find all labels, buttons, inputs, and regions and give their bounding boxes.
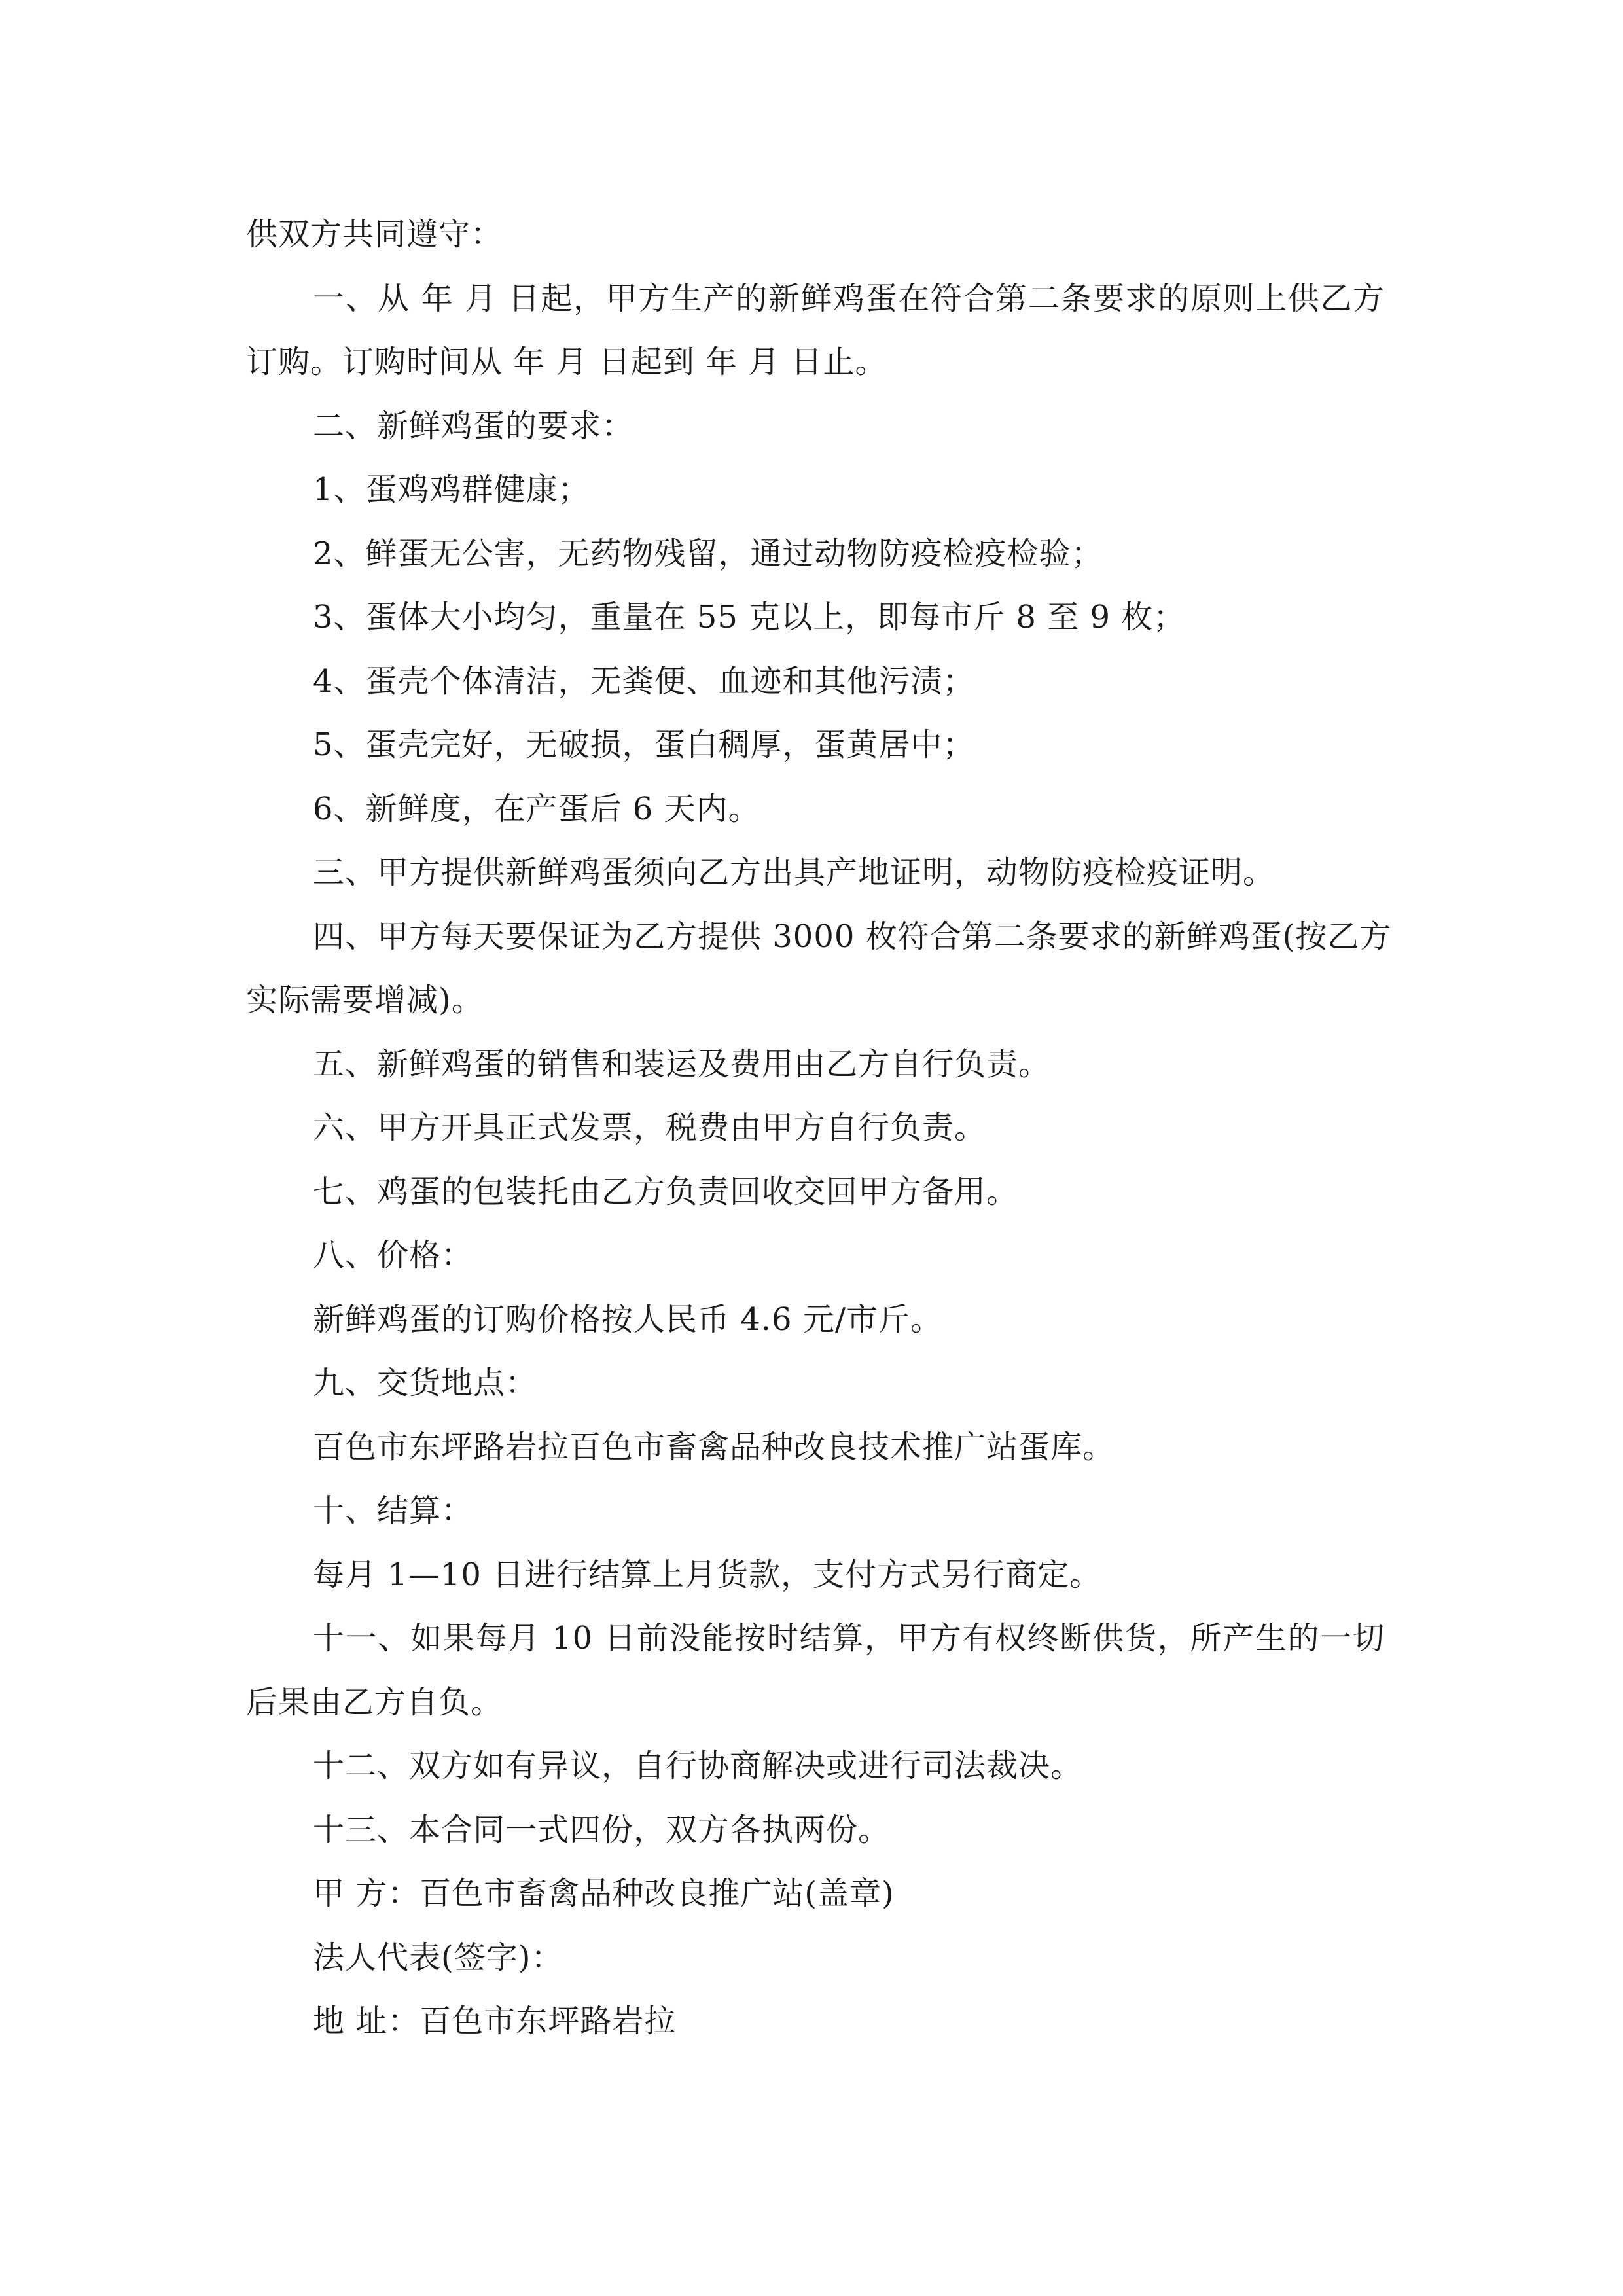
address-line: 地 址：百色市东坪路岩拉 — [313, 2003, 677, 2039]
text-line: 后果由乙方自负。 — [246, 1683, 503, 1721]
text-line: 百色市东坪路岩拉百色市畜禽品种改良技术推广站蛋库。 — [313, 1428, 1115, 1465]
list-item: 3、蛋体大小均匀，重量在 55 克以上，即每市斤 8 至 9 枚； — [313, 599, 1186, 636]
list-item: 6、新鲜度，在产蛋后 6 天内。 — [313, 790, 760, 827]
party-a-line: 甲 方：百色市畜禽品种改良推广站(盖章) — [313, 1875, 895, 1912]
list-item: 4、蛋壳个体清洁，无粪便、血迹和其他污渍； — [313, 662, 975, 700]
text-line: 实际需要增减)。 — [246, 982, 484, 1018]
text-line: 三、甲方提供新鲜鸡蛋须向乙方出具产地证明，动物防疫检疫证明。 — [313, 854, 1275, 891]
legal-rep-line: 法人代表(签字)： — [313, 1939, 563, 1976]
section-heading: 十、结算： — [313, 1492, 474, 1529]
text-line: 订购。订购时间从 年 月 日起到 年 月 日止。 — [246, 344, 887, 380]
text-line: 新鲜鸡蛋的订购价格按人民币 4.6 元/市斤。 — [313, 1300, 943, 1338]
text-line: 一、从 年 月 日起，甲方生产的新鲜鸡蛋在符合第二条要求的原则上供乙方 — [313, 279, 1385, 317]
section-heading: 二、新鲜鸡蛋的要求： — [313, 407, 634, 444]
contract-body — [246, 203, 1392, 2054]
text-line: 十一、如果每月 10 日前没能按时结算，甲方有权终断供货，所产生的一切 — [313, 1620, 1385, 1657]
text-line: 六、甲方开具正式发票，税费由甲方自行负责。 — [313, 1109, 987, 1146]
text-line: 供双方共同遵守： — [246, 216, 503, 253]
section-heading: 九、交货地点： — [313, 1365, 538, 1401]
text-line: 十二、双方如有异议，自行协商解决或进行司法裁决。 — [313, 1748, 1083, 1784]
text-line: 五、新鲜鸡蛋的销售和装运及费用由乙方自行负责。 — [313, 1045, 1051, 1083]
list-item: 2、鲜蛋无公害，无药物残留，通过动物防疫检疫检验； — [313, 535, 1103, 572]
list-item: 1、蛋鸡鸡群健康； — [313, 471, 590, 508]
text-line: 七、鸡蛋的包装托由乙方负责回收交回甲方备用。 — [313, 1173, 1019, 1210]
text-line: 四、甲方每天要保证为乙方提供 3000 枚符合第二条要求的新鲜鸡蛋(按乙方 — [313, 918, 1392, 955]
section-heading: 八、价格： — [313, 1237, 474, 1274]
text-line: 每月 1—10 日进行结算上月货款，支付方式另行商定。 — [313, 1556, 1102, 1593]
list-item: 5、蛋壳完好，无破损，蛋白稠厚，蛋黄居中； — [313, 726, 975, 763]
text-line: 十三、本合同一式四份，双方各执两份。 — [313, 1811, 891, 1848]
